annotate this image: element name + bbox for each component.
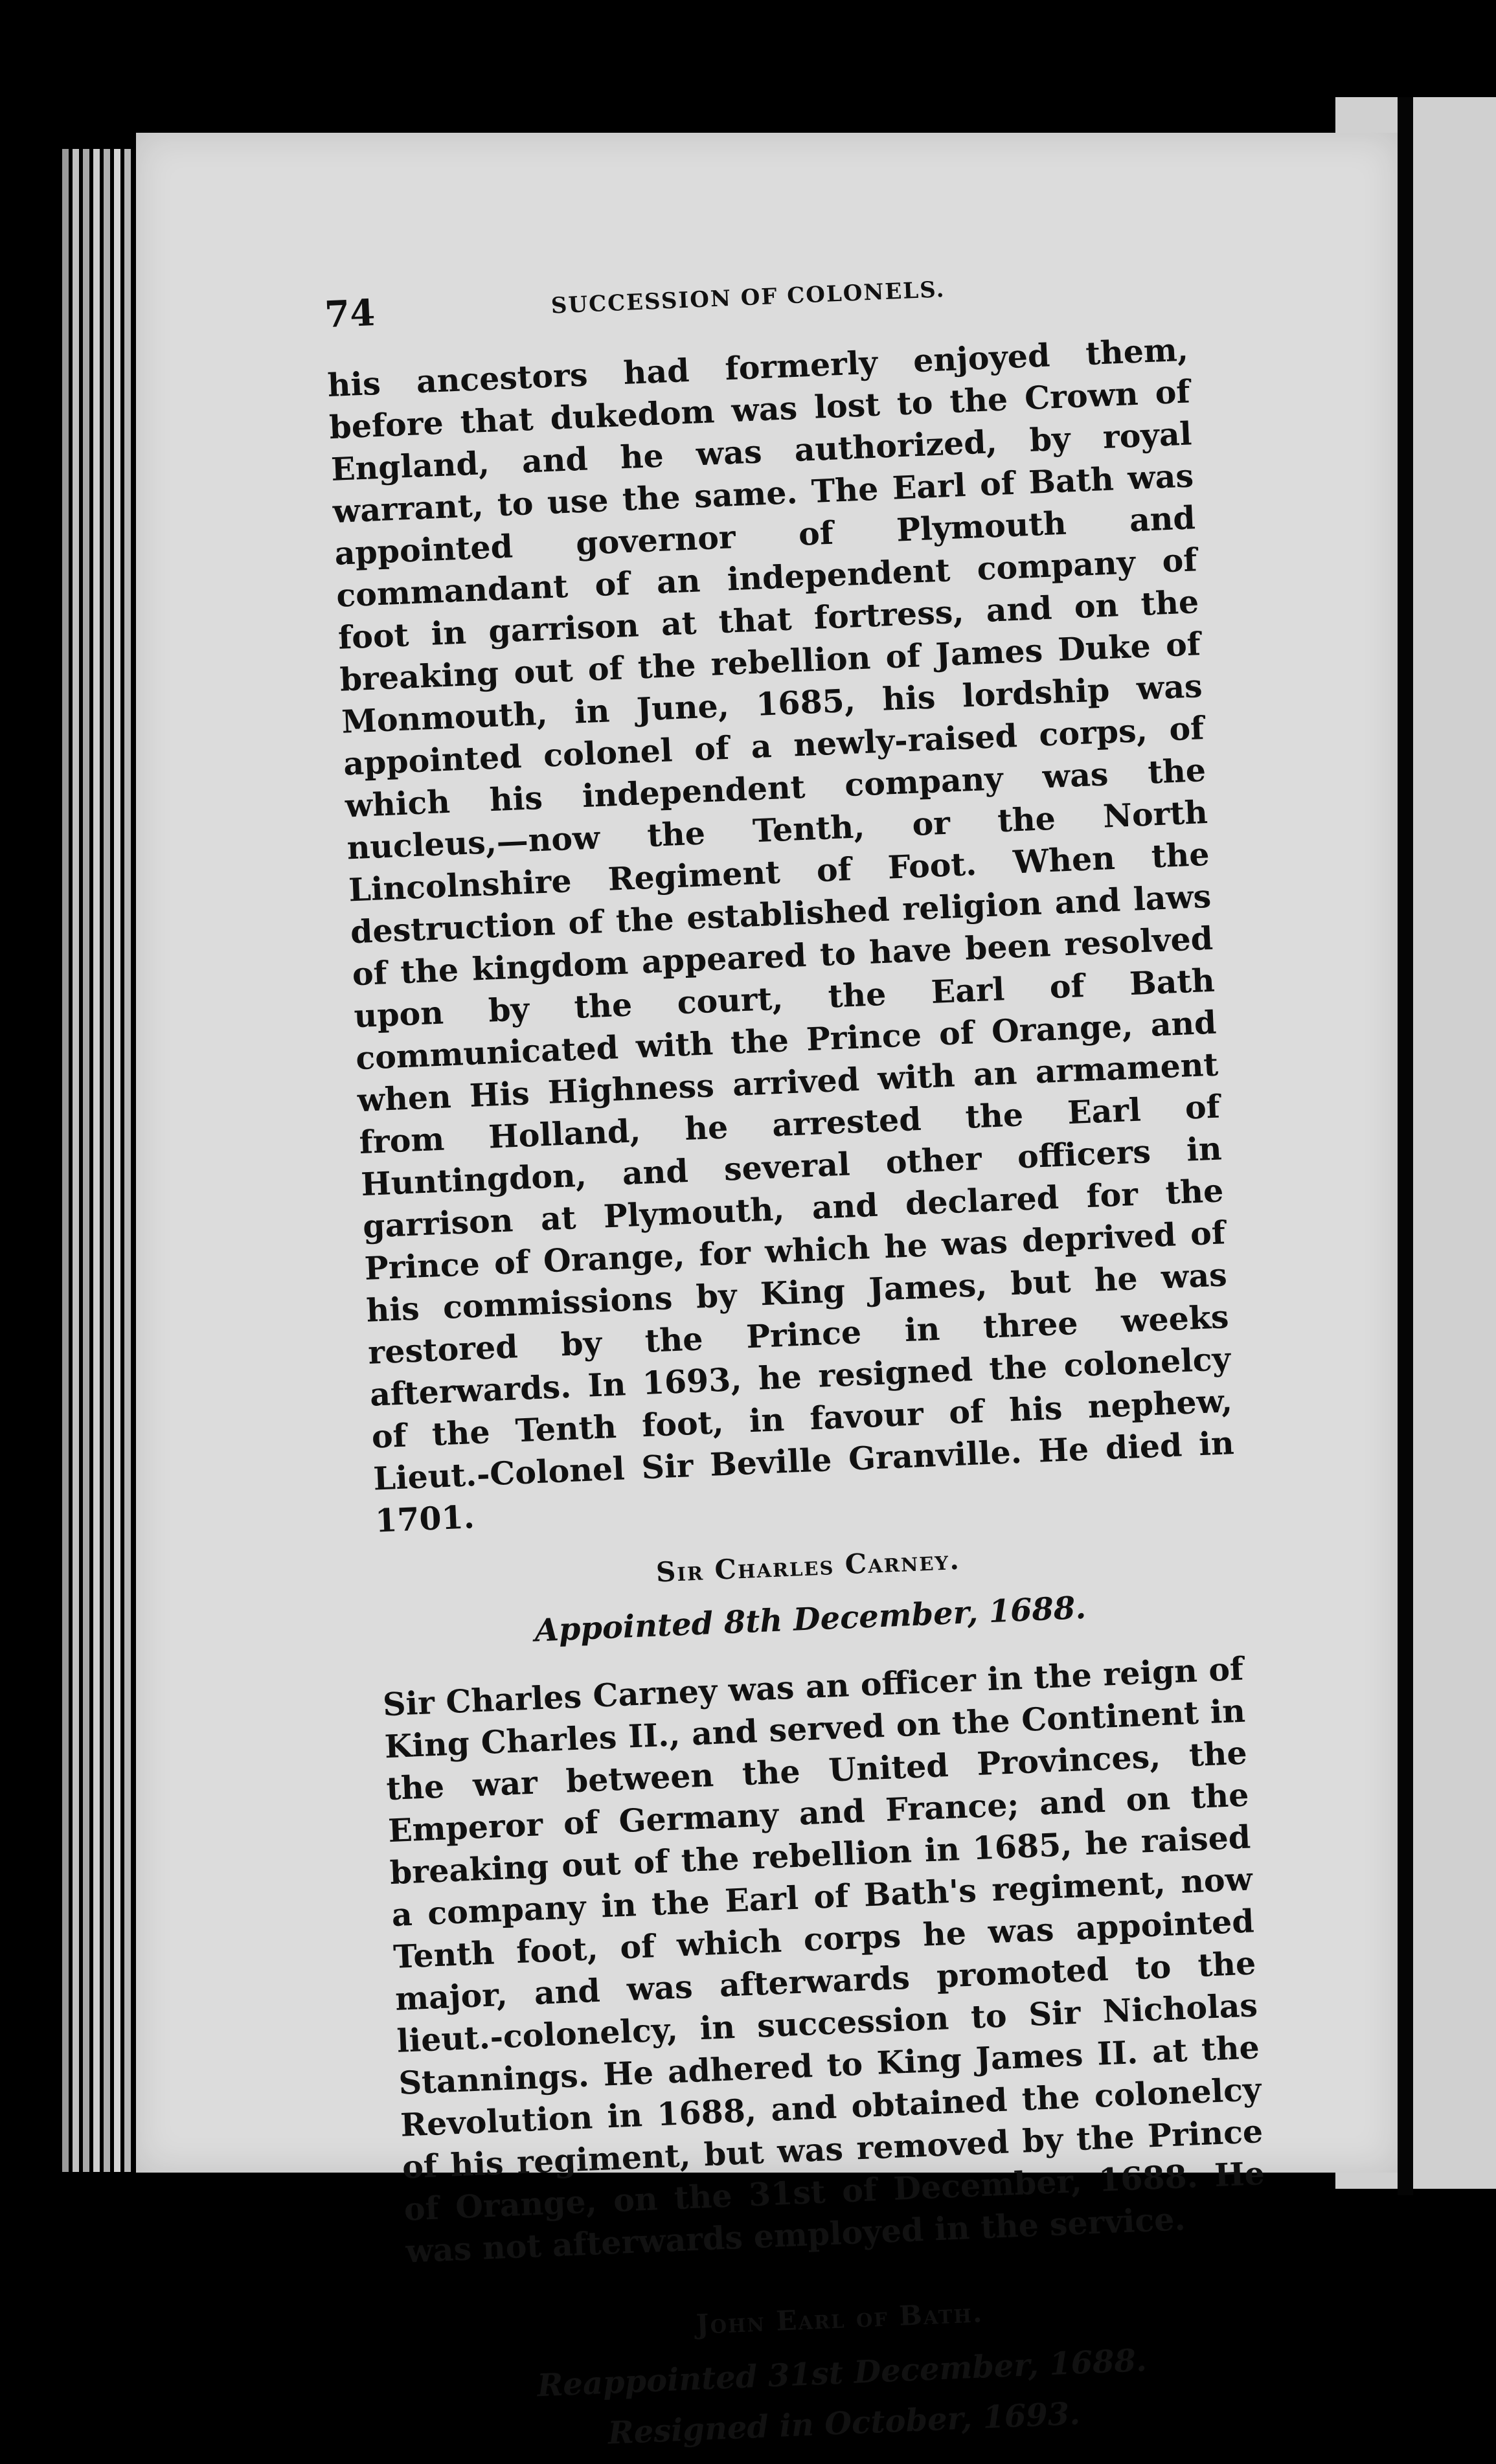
page-content	[220, 256, 1320, 2464]
section-heading-carney: Sir Charles Carney.	[655, 1543, 961, 1588]
resignation-date-bath: Resigned in October, 1693.	[607, 2395, 1081, 2452]
page-edge	[93, 149, 100, 2172]
page-number: 74	[323, 291, 376, 337]
body-paragraph-2: Sir Charles Carney was an officer in the reign of King Charles II., and served on the Continent in the war between the United Provinces, the Emperor of Germany and France; and on the breaking out of the rebellion in 1685, he raised a company in the Earl of Bath's regiment, now Tenth foot, of which corps he was appointed major, and was afterwards promoted to the lieut.-colonelcy, in succession to Sir Nicholas Stannings. He adhered to King James II. at the Revolution in 1688, and obtained the colonelcy of his regiment, but was removed by the Prince of Orange, on the 31st of December, 1688. He was not afterwards employed in the service.	[381, 1649, 1265, 2270]
page-gutter	[1398, 97, 1413, 2195]
appointment-date-carney: Appointed 8th December, 1688.	[534, 1589, 1087, 1649]
body-paragraph-1: his ancestors had formerly enjoyed them, before that dukedom was lost to the Crown of England, and he was authorized, by royal warrant, to use the same. The Earl of Bath was appointed governor of Plymouth and commandant of an independent company of foot in garrison at that fortress, and on the breaking out of the rebellion of James Duke of Monmouth, in June, 1685, his lordship was appointed colonel of a newly-raised corps, of which his independent company was the nucleus,—now the Tenth, or the North Lincolnshire Regiment of Foot. When the destruction of the established religion and laws of the kingdom appeared to have been resolved upon by the court, the Earl of Bath communicated with the Prince of Orange, and when His Highness arrived with an armament from Holland, he arrested the Earl of Huntingdon, and several other officers in garrison at Plymouth, and declared for the Prince of Orange, for which he was deprived of his commissions by King James, but he was restored by the Prince in three weeks afterwards. In 1693, he resigned the colonelcy of the Tenth foot, in favour of his nephew, Lieut.-Colonel Sir Beville Granville. He died in 1701.	[326, 330, 1235, 1540]
page-edge	[73, 149, 79, 2172]
page-edge	[124, 149, 131, 2172]
page-edge	[62, 149, 69, 2172]
running-title: SUCCESSION OF COLONELS.	[550, 277, 946, 319]
page-edge	[104, 149, 110, 2172]
reappointment-date-bath: Reappointed 31st December, 1688.	[536, 2342, 1148, 2404]
page-edge	[114, 149, 120, 2172]
page-edge	[83, 149, 89, 2172]
section-heading-bath: John Earl of Bath.	[695, 2296, 984, 2340]
